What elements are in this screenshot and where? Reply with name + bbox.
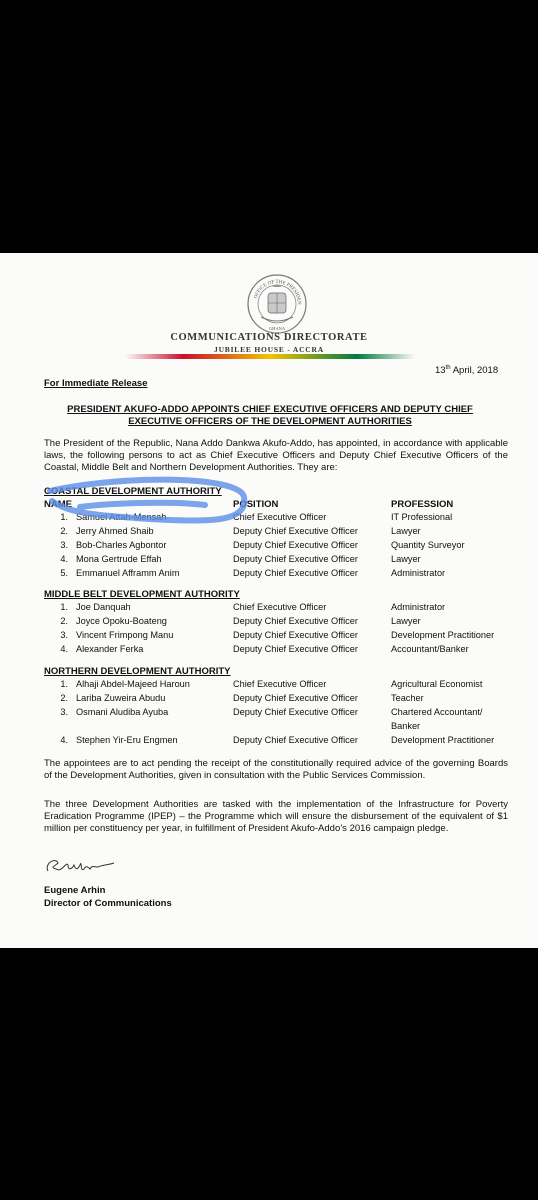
row-profession: Development Practitioner (391, 630, 495, 640)
row-position: Deputy Chief Executive Officer (233, 616, 358, 626)
row-position: Deputy Chief Executive Officer (233, 735, 358, 745)
row-name: Alhaji Abdel-Majeed Haroun (76, 679, 190, 689)
row-profession: Banker (391, 721, 421, 731)
row-number: 1. (60, 679, 68, 689)
row-number: 3. (60, 630, 68, 640)
row-number: 2. (60, 693, 68, 703)
row-position: Deputy Chief Executive Officer (233, 644, 358, 654)
row-number: 1. (60, 512, 68, 522)
row-name: Osmani Aludiba Ayuba (76, 707, 169, 717)
press-release-document (0, 253, 538, 948)
table-row (0, 602, 538, 614)
table-row (0, 693, 538, 705)
row-profession: Chartered Accountant/ (391, 707, 483, 717)
table-row (0, 526, 538, 538)
row-number: 3. (60, 707, 68, 717)
presidential-seal-icon (246, 273, 308, 335)
table-row (0, 554, 538, 566)
row-number: 4. (60, 554, 68, 564)
row-profession: Administrator (391, 568, 446, 578)
row-number: 1. (60, 602, 68, 612)
svg-text:GHANA: GHANA (268, 326, 286, 331)
column-headers (0, 499, 538, 511)
row-profession: Lawyer (391, 616, 421, 626)
table-row (0, 735, 538, 747)
svg-text:OFFICE OF THE PRESIDENT: OFFICE OF THE PRESIDEN (253, 279, 302, 305)
signatory-title: Director of Communications (44, 898, 172, 909)
row-position: Chief Executive Officer (233, 602, 327, 612)
col-name-header: NAME (44, 499, 72, 510)
row-name: Stephen Yir-Eru Engmen (76, 735, 178, 745)
row-position: Deputy Chief Executive Officer (233, 693, 358, 703)
table-row (0, 630, 538, 642)
section-title-northern: NORTHERN DEVELOPMENT AUTHORITY (44, 666, 231, 677)
row-profession: Administrator (391, 602, 446, 612)
row-profession: Accountant/Banker (391, 644, 469, 654)
row-profession: Lawyer (391, 554, 421, 564)
row-name: Emmanuel Afframm Anim (76, 568, 180, 578)
row-position: Deputy Chief Executive Officer (233, 554, 358, 564)
row-name: Samuel Attah-Mensah (76, 512, 167, 522)
row-position: Deputy Chief Executive Officer (233, 568, 358, 578)
org-address: JUBILEE HOUSE - ACCRA (214, 345, 324, 354)
release-label: For Immediate Release (44, 378, 148, 389)
intro-paragraph: The President of the Republic, Nana Addo Dankwa Akufo-Addo, has appointed, in accordance with applicable laws, the following persons to act as Chief Executive Officers and Deputy Chief Executive Officers of the Coastal, Middle Belt and Northern Development Authorities. They are: (44, 438, 508, 473)
col-profession-header: PROFESSION (391, 499, 454, 510)
row-position: Chief Executive Officer (233, 679, 327, 689)
col-position-header: POSITION (233, 499, 279, 510)
section-title-coastal: COASTAL DEVELOPMENT AUTHORITY (44, 486, 222, 497)
row-name: Joyce Opoku-Boateng (76, 616, 167, 626)
org-name: COMMUNICATIONS DIRECTORATE (170, 332, 368, 343)
row-name: Joe Danquah (76, 602, 131, 612)
row-number: 4. (60, 735, 68, 745)
table-row (0, 512, 538, 524)
row-position: Deputy Chief Executive Officer (233, 707, 358, 717)
appointees-paragraph: The appointees are to act pending the receipt of the constitutionally required advice of the governing Boards of the Development Authorities, given in consultation with the Public Services Commission. (44, 758, 508, 781)
signatory-name: Eugene Arhin (44, 885, 106, 896)
row-number: 2. (60, 616, 68, 626)
row-name: Lariba Zuweira Abudu (76, 693, 166, 703)
row-number: 5. (60, 568, 68, 578)
table-row-continuation (0, 721, 538, 733)
signature-image (42, 853, 122, 879)
row-number: 4. (60, 644, 68, 654)
table-row (0, 679, 538, 691)
row-profession: Development Practitioner (391, 735, 495, 745)
table-row (0, 616, 538, 628)
row-name: Mona Gertrude Effah (76, 554, 162, 564)
table-row (0, 644, 538, 656)
table-row (0, 707, 538, 719)
row-position: Deputy Chief Executive Officer (233, 540, 358, 550)
row-profession: Quantity Surveyor (391, 540, 465, 550)
row-profession: Agricultural Economist (391, 679, 483, 689)
row-position: Deputy Chief Executive Officer (233, 526, 358, 536)
row-position: Deputy Chief Executive Officer (233, 630, 358, 640)
row-name: Vincent Frimpong Manu (76, 630, 174, 640)
row-profession: IT Professional (391, 512, 453, 522)
row-number: 2. (60, 526, 68, 536)
row-position: Chief Executive Officer (233, 512, 327, 522)
flag-color-band (125, 354, 415, 359)
row-name: Jerry Ahmed Shaib (76, 526, 154, 536)
row-profession: Teacher (391, 693, 424, 703)
row-name: Alexander Ferka (76, 644, 144, 654)
row-profession: Lawyer (391, 526, 421, 536)
row-number: 3. (60, 540, 68, 550)
ipep-paragraph: The three Development Authorities are tasked with the implementation of the Infrastructure for Poverty Eradication Programme (IPEP) – the Programme which will ensure the disbursement of the equivalent of $1 million per constituency per year, in fulfillment of President Akufo-Addo’s 2016 campaign pledge. (44, 799, 508, 834)
section-title-middle-belt: MIDDLE BELT DEVELOPMENT AUTHORITY (44, 589, 240, 600)
release-date: 13th April, 2018 (435, 365, 499, 377)
row-name: Bob-Charles Agbontor (76, 540, 167, 550)
headline: PRESIDENT AKUFO-ADDO APPOINTS CHIEF EXECUTIVE OFFICERS AND DEPUTY CHIEF EXECUTIVE OFFICERS OF THE DEVELOPMENT AUTHORITIES (67, 404, 473, 427)
table-row (0, 568, 538, 580)
table-row (0, 540, 538, 552)
